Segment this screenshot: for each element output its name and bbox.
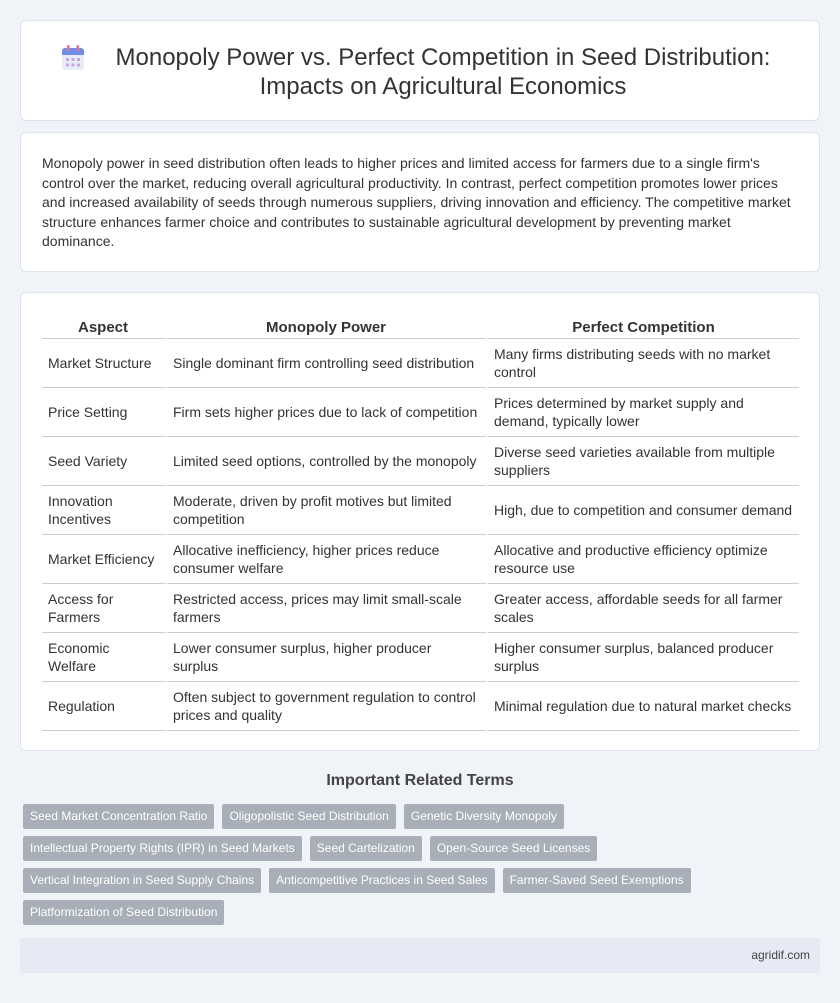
comparison-card bbox=[20, 292, 820, 751]
related-term-tag[interactable]: Vertical Integration in Seed Supply Chains bbox=[23, 868, 261, 893]
table-row bbox=[42, 388, 799, 437]
table-row bbox=[42, 535, 799, 584]
table-row bbox=[42, 437, 799, 486]
related-term-tag[interactable]: Seed Cartelization bbox=[310, 836, 422, 861]
calendar-icon bbox=[61, 45, 85, 71]
related-term-tag[interactable]: Open-Source Seed Licenses bbox=[430, 836, 597, 861]
footer bbox=[20, 938, 820, 973]
competition-cell: Diverse seed varieties available from multiple suppliers bbox=[488, 437, 799, 486]
title-wrap bbox=[61, 43, 779, 101]
monopoly-cell: Moderate, driven by profit motives but limited competition bbox=[167, 486, 488, 535]
competition-cell: Higher consumer surplus, balanced producer surplus bbox=[488, 633, 799, 682]
intro-paragraph: Monopoly power in seed distribution often leads to higher prices and limited access for farmers due to a single firm's control over the market, reducing overall agricultural productivity. In contrast, perfect competition promotes lower prices and increased availability of seeds through numerous suppliers, driving innovation and efficiency. The competitive market structure enhances farmer choice and contributes to sustainable agricultural development by preventing market dominance. bbox=[42, 155, 791, 249]
monopoly-cell: Restricted access, prices may limit small-scale farmers bbox=[167, 584, 488, 633]
monopoly-cell: Single dominant firm controlling seed distribution bbox=[167, 339, 488, 388]
aspect-cell: Seed Variety bbox=[42, 437, 167, 486]
monopoly-cell: Lower consumer surplus, higher producer surplus bbox=[167, 633, 488, 682]
related-term-tag[interactable]: Seed Market Concentration Ratio bbox=[23, 804, 214, 829]
table-row bbox=[42, 682, 799, 731]
related-term-tag[interactable]: Intellectual Property Rights (IPR) in Seed Markets bbox=[23, 836, 302, 861]
monopoly-cell: Limited seed options, controlled by the monopoly bbox=[167, 437, 488, 486]
related-term-tag[interactable]: Platformization of Seed Distribution bbox=[23, 900, 224, 925]
competition-cell: Minimal regulation due to natural market checks bbox=[488, 682, 799, 731]
table-row bbox=[42, 633, 799, 682]
monopoly-cell: Often subject to government regulation to control prices and quality bbox=[167, 682, 488, 731]
page-title: Monopoly Power vs. Perfect Competition in Seed Distribution: Impacts on Agricultural Economics bbox=[115, 44, 771, 100]
related-term-tag[interactable]: Farmer-Saved Seed Exemptions bbox=[503, 868, 691, 893]
related-term-tag[interactable]: Anticompetitive Practices in Seed Sales bbox=[269, 868, 494, 893]
competition-cell: High, due to competition and consumer demand bbox=[488, 486, 799, 535]
aspect-cell: Economic Welfare bbox=[42, 633, 167, 682]
table-header-row bbox=[42, 317, 799, 339]
aspect-cell: Price Setting bbox=[42, 388, 167, 437]
related-term-tag[interactable]: Oligopolistic Seed Distribution bbox=[222, 804, 395, 829]
aspect-cell: Innovation Incentives bbox=[42, 486, 167, 535]
aspect-cell: Regulation bbox=[42, 682, 167, 731]
related-terms-list bbox=[23, 804, 803, 932]
aspect-cell: Market Efficiency bbox=[42, 535, 167, 584]
footer-site-link[interactable]: agridif.com bbox=[751, 948, 810, 962]
related-term-tag[interactable]: Genetic Diversity Monopoly bbox=[404, 804, 564, 829]
header-monopoly: Monopoly Power bbox=[167, 317, 488, 339]
competition-cell: Allocative and productive efficiency optimize resource use bbox=[488, 535, 799, 584]
table-row bbox=[42, 584, 799, 633]
competition-cell: Prices determined by market supply and demand, typically lower bbox=[488, 388, 799, 437]
header-competition: Perfect Competition bbox=[488, 317, 799, 339]
monopoly-cell: Firm sets higher prices due to lack of competition bbox=[167, 388, 488, 437]
competition-cell: Greater access, affordable seeds for all farmer scales bbox=[488, 584, 799, 633]
title-card bbox=[20, 20, 820, 121]
competition-cell: Many firms distributing seeds with no market control bbox=[488, 339, 799, 388]
aspect-cell: Market Structure bbox=[42, 339, 167, 388]
aspect-cell: Access for Farmers bbox=[42, 584, 167, 633]
header-aspect: Aspect bbox=[42, 317, 167, 339]
table-row bbox=[42, 339, 799, 388]
related-terms-heading: Important Related Terms bbox=[326, 772, 514, 789]
comparison-table bbox=[42, 317, 799, 731]
table-row bbox=[42, 486, 799, 535]
intro-card bbox=[20, 132, 820, 272]
monopoly-cell: Allocative inefficiency, higher prices reduce consumer welfare bbox=[167, 535, 488, 584]
